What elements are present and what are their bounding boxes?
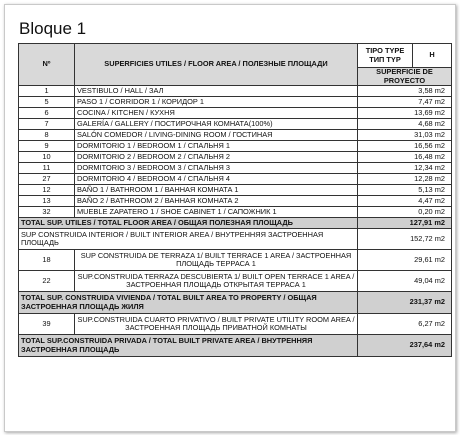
utility-room-area: 6,27 m2 <box>358 314 452 335</box>
terrace-area: 29,61 m2 <box>358 250 452 271</box>
table-row <box>19 196 452 207</box>
row-area: 13,69 m2 <box>358 108 452 119</box>
table-row <box>19 152 452 163</box>
sup-interior-area: 152,72 m2 <box>358 229 452 250</box>
row-desc: PASO 1 / CORRIDOR 1 / КОРИДОР 1 <box>75 97 358 108</box>
terrace-label: SUP CONSTRUIDA DE TERRAZA 1/ BUILT TERRACE 1 AREA / ЗАСТРОЕННАЯ ПЛОЩАДЬ ТЕРРАСА 1 <box>75 250 358 271</box>
row-area: 4,47 m2 <box>358 196 452 207</box>
row-desc: COCINA / KITCHEN / КУХНЯ <box>75 108 358 119</box>
row-num: 13 <box>19 196 75 207</box>
row-area: 12,34 m2 <box>358 163 452 174</box>
header-area: SUPERFICIE DE PROYECTO <box>358 68 452 86</box>
total-privada-area: 237,64 m2 <box>358 335 452 357</box>
header-type-letter: H <box>413 44 452 68</box>
total-privada-label: TOTAL SUP.CONSTRUIDA PRIVADA / TOTAL BUILT PRIVATE AREA / ВНУТРЕННЯЯ ЗАСТРОЕННАЯ ПЛОЩАДЬ <box>19 335 358 357</box>
table-row <box>19 86 452 97</box>
sup-interior-label: SUP CONSTRUIDA INTERIOR / BUILT INTERIOR AREA / ВНУТРЕННЯЯ ЗАСТРОЕННАЯ ПЛОЩАДЬ <box>19 229 358 250</box>
table-row <box>19 130 452 141</box>
row-area: 16,56 m2 <box>358 141 452 152</box>
row-num: 7 <box>19 119 75 130</box>
open-terrace-row <box>19 271 452 292</box>
row-desc: DORMITORIO 3 / BEDROOM 3 / СПАЛЬНЯ 3 <box>75 163 358 174</box>
row-num: 9 <box>19 141 75 152</box>
row-desc: VESTIBULO / HALL / ЗАЛ <box>75 86 358 97</box>
row-area: 3,58 m2 <box>358 86 452 97</box>
terrace-num: 18 <box>19 250 75 271</box>
total-vivienda-area: 231,37 m2 <box>358 292 452 314</box>
row-area: 12,28 m2 <box>358 174 452 185</box>
header-num: Nº <box>19 44 75 86</box>
utility-room-row <box>19 314 452 335</box>
table-row <box>19 174 452 185</box>
row-area: 16,48 m2 <box>358 152 452 163</box>
table-row <box>19 97 452 108</box>
table-row <box>19 108 452 119</box>
utility-room-num: 39 <box>19 314 75 335</box>
total-vivienda-label: TOTAL SUP. CONSTRUIDA VIVIENDA / TOTAL BUILT AREA TO PROPERTY / ОБЩАЯ ЗАСТРОЕННАЯ ПЛОЩАДЬ ЖИЛЯ <box>19 292 358 314</box>
row-num: 10 <box>19 152 75 163</box>
row-desc: GALERÍA / GALLERY / ПОСТИРОЧНАЯ КОМНАТА(100%) <box>75 119 358 130</box>
row-num: 11 <box>19 163 75 174</box>
row-desc: DORMITORIO 2 / BEDROOM 2 / СПАЛЬНЯ 2 <box>75 152 358 163</box>
header-description: SUPERFICIES UTILES / FLOOR AREA / ПОЛЕЗНЫЕ ПЛОЩАДИ <box>75 44 358 86</box>
row-desc: DORMITORIO 1 / BEDROOM 1 / СПАЛЬНЯ 1 <box>75 141 358 152</box>
table-row <box>19 163 452 174</box>
utility-room-label: SUP.CONSTRUIDA CUARTO PRIVATIVO / BUILT PRIVATE UTILITY ROOM AREA / ЗАСТРОЕННАЯ ПЛОЩАДЬ ПРИВАТНОЙ КОМНАТЫ <box>75 314 358 335</box>
block-title: Bloque 1 <box>19 19 87 38</box>
document-frame <box>4 4 456 432</box>
row-num: 5 <box>19 97 75 108</box>
row-desc: BAÑO 1 / BATHROOM 1 / ВАННАЯ КОМНАТА 1 <box>75 185 358 196</box>
terrace-row <box>19 250 452 271</box>
table-header-row <box>19 44 452 68</box>
row-area: 0,20 m2 <box>358 207 452 218</box>
table-row <box>19 207 452 218</box>
open-terrace-label: SUP.CONSTRUIDA TERRAZA DESCUBIERTA 1/ BUILT OPEN TERRACE 1 AREA / ЗАСТРОЕННАЯ ПЛОЩАДЬ ОТКРЫТАЯ ТЕРРАСА 1 <box>75 271 358 292</box>
table-row <box>19 119 452 130</box>
row-num: 8 <box>19 130 75 141</box>
header-type: TIPO TYPE ТИП TYP <box>358 44 413 68</box>
row-desc: DORMITORIO 4 / BEDROOM 4 / СПАЛЬНЯ 4 <box>75 174 358 185</box>
row-area: 7,47 m2 <box>358 97 452 108</box>
total-privada-row <box>19 335 452 357</box>
row-area: 31,03 m2 <box>358 130 452 141</box>
row-num: 12 <box>19 185 75 196</box>
sup-interior-row <box>19 229 452 250</box>
row-desc: BAÑO 2 / BATHROOM 2 / ВАННАЯ КОМНАТА 2 <box>75 196 358 207</box>
table-row <box>19 141 452 152</box>
row-num: 27 <box>19 174 75 185</box>
total-utiles-label: TOTAL SUP. UTILES / TOTAL FLOOR AREA / ОБЩАЯ ПОЛЕЗНАЯ ПЛОЩАДЬ <box>19 218 358 229</box>
total-utiles-area: 127,91 m2 <box>358 218 452 229</box>
row-area: 5,13 m2 <box>358 185 452 196</box>
row-num: 32 <box>19 207 75 218</box>
open-terrace-num: 22 <box>19 271 75 292</box>
table-row <box>19 185 452 196</box>
total-vivienda-row <box>19 292 452 314</box>
total-utiles-row <box>19 218 452 229</box>
row-num: 1 <box>19 86 75 97</box>
open-terrace-area: 49,04 m2 <box>358 271 452 292</box>
area-table <box>18 43 452 357</box>
row-desc: MUEBLE ZAPATERO 1 / SHOE CABINET 1 / САПОЖНИК 1 <box>75 207 358 218</box>
row-num: 6 <box>19 108 75 119</box>
row-area: 4,68 m2 <box>358 119 452 130</box>
row-desc: SALÓN COMEDOR / LIVING-DINING ROOM / ГОСТИНАЯ <box>75 130 358 141</box>
